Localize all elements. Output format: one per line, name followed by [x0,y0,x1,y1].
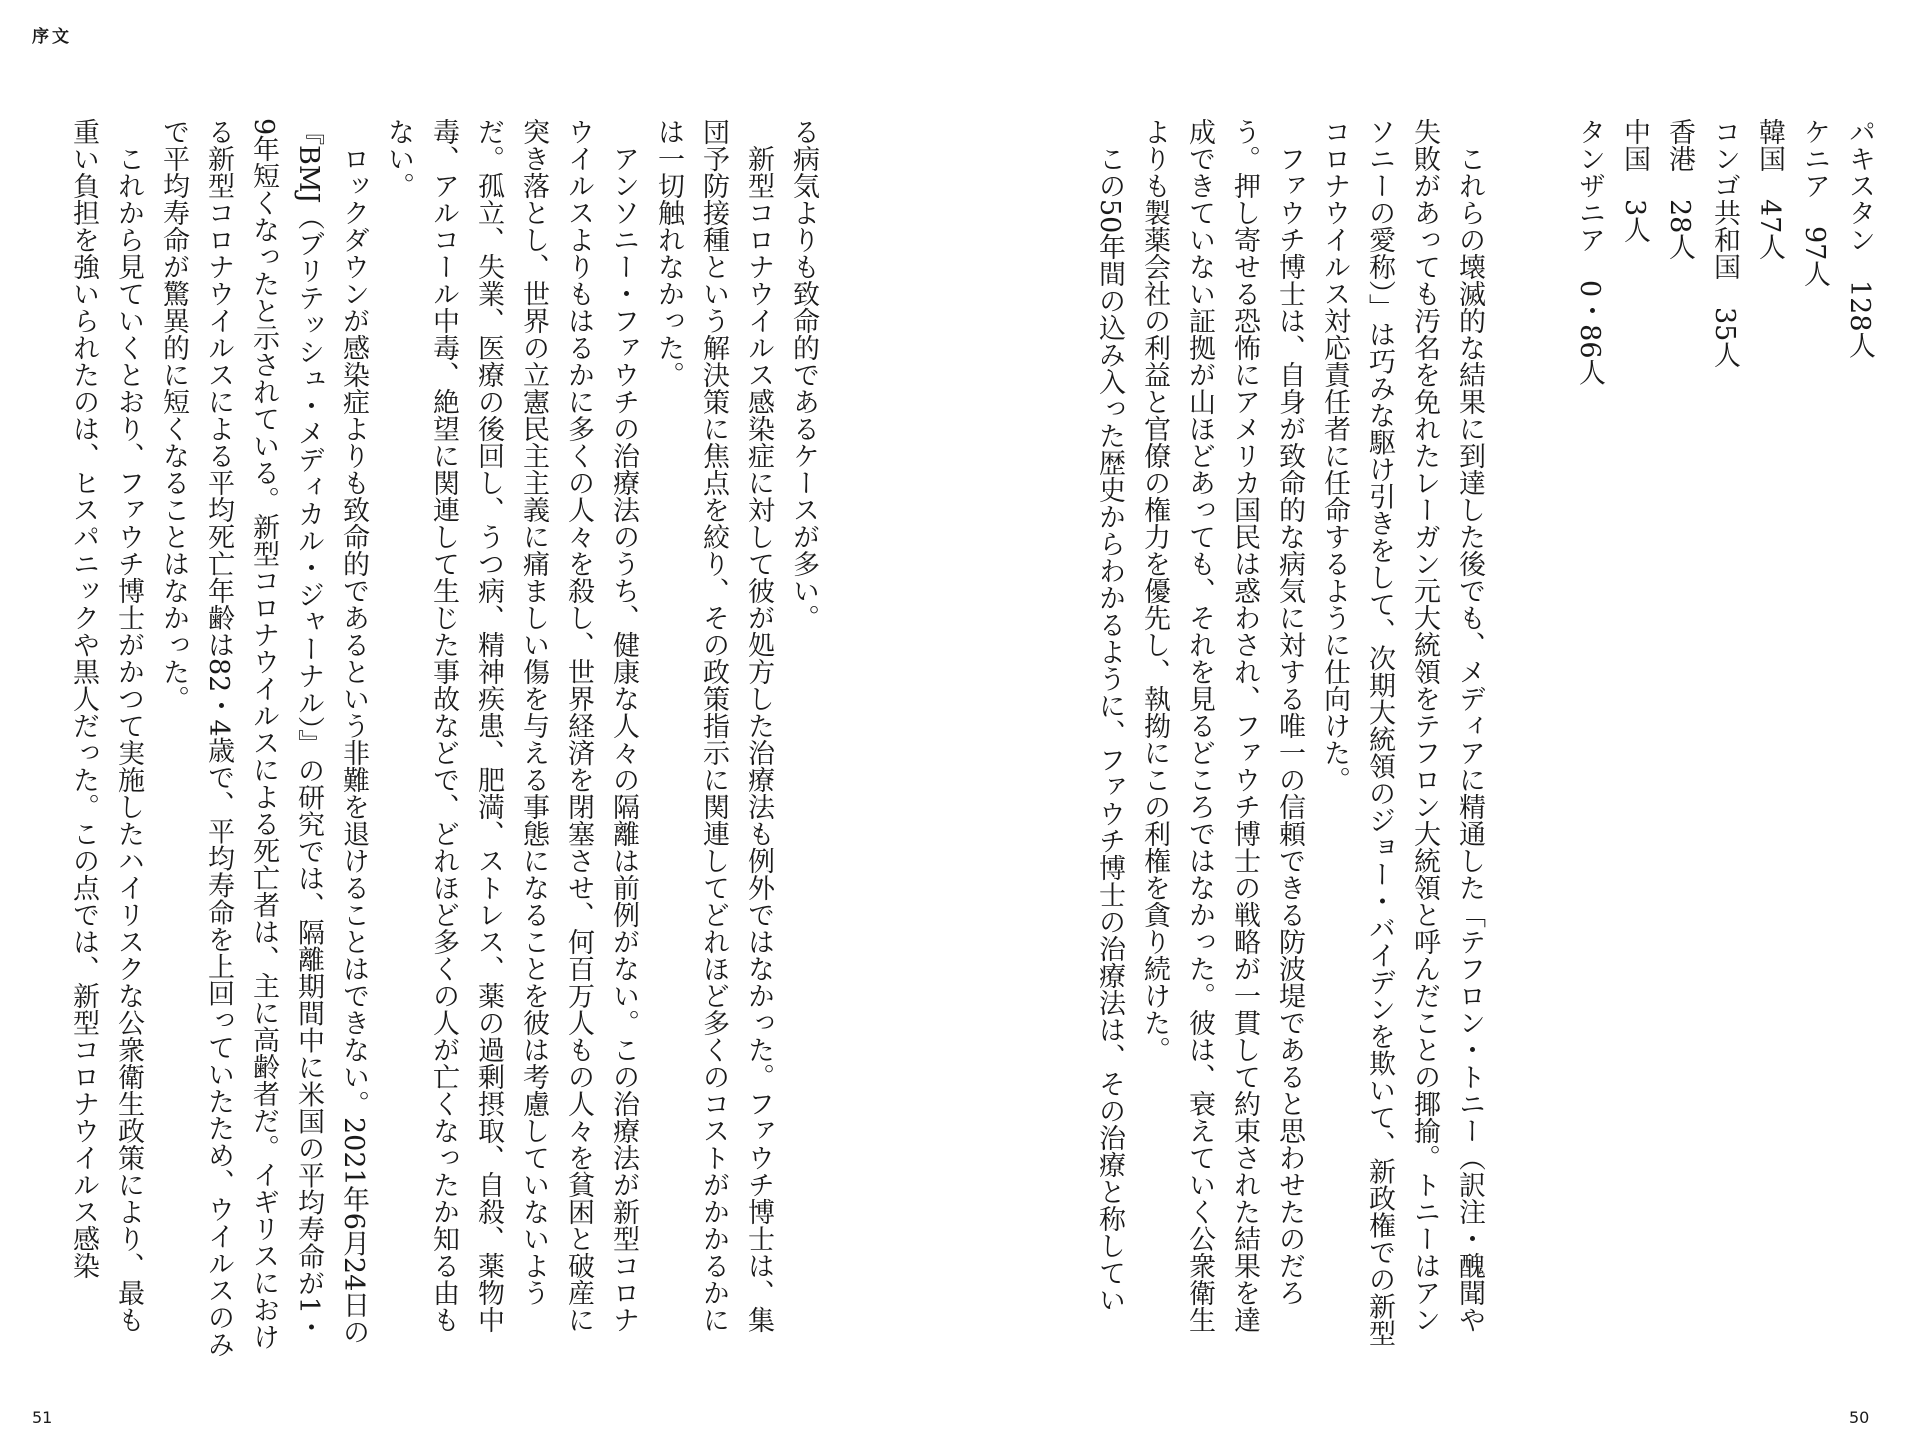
stat-country: 韓国 [1754,118,1785,172]
country-statistics-list [1567,118,1882,1358]
right-page-text [1070,118,1882,1358]
paragraph: これらの壊滅的な結果に到達した後でも、メディアに精通した「テフロン・トニー（訳注・醜聞や失敗があっても汚名を免れたレーガン元大統領をテフロン大統領と呼んだことの揶揄。トニーはアンソニーの愛称）」は巧みな駆け引きをして、次期大統領のジョー・バイデンを欺いて、新政権での新型コロナウイルス対応責任者に任命するように仕向けた。 [1319,118,1485,1347]
page-number-left: 51 [32,1408,53,1427]
stat-row-china [1612,118,1657,1358]
stat-row-hongkong [1657,118,1702,1358]
stat-count: 0・86人 [1574,280,1605,386]
stat-count: 3人 [1619,199,1650,244]
stat-country: 中国 [1619,118,1650,172]
stat-row-korea [1747,118,1792,1358]
stat-count: 97人 [1799,226,1830,288]
paragraph: これから見ていくとおり、ファウチ博士がかつて実施したハイリスクな公衆衛生政策により、最も重い負担を強いられたのは、ヒスパニックや黒人だった。この点では、新型コロナウイルス感染 [68,118,144,1333]
stat-country: パキスタン [1844,118,1875,253]
paragraph: この50年間の込み入った歴史からわかるように、ファウチ博士の治療法は、その治療と称してい [1094,118,1125,1314]
stat-country: タンザニア [1574,118,1605,253]
stat-row-congo [1702,118,1747,1358]
stat-country: ケニア [1799,118,1830,199]
page-number-right: 50 [1849,1408,1870,1427]
paragraph: アンソニー・ファウチの治療法のうち、健康な人々の隔離は前例がない。この治療法が新型コロナウイルスよりもはるかに多くの人々を殺し、世界経済を閉塞させ、何百万人もの人々を貧困と破産に突き落とし、世界の立憲民主主義に痛ましい傷を与える事態になることを彼は考慮していないようだ。孤立、失業、医療の後回し、うつ病、精神疾患、肥満、ストレス、薬の過剰摂取、自殺、薬物中毒、アルコール中毒、絶望に関連して生じた事故などで、どれほど多くの人が亡くなったか知る由もない。 [383,118,639,1333]
paragraph: る病気よりも致命的であるケースが多い。 [788,118,819,631]
paragraph: ファウチ博士は、自身が致命的な病気に対する唯一の信頼できる防波堤であると思わせたのだろう。押し寄せる恐怖にアメリカ国民は惑わされ、ファウチ博士の戦略が一貫して約束された結果を達成できていない証拠が山ほどあっても、それを見るどころではなかった。彼は、衰えていく公衆衛生よりも製薬会社の利益と官僚の権力を優先し、執拗にこの利権を貪り続けた。 [1139,118,1305,1333]
stat-count: 128人 [1844,280,1875,359]
block-spacer [1492,118,1537,1358]
stat-row-tanzania [1567,118,1612,1358]
stat-count: 35人 [1709,307,1740,369]
stat-country: 香港 [1664,118,1695,172]
paragraph: 新型コロナウイルス感染症に対して彼が処方した治療法も例外ではなかった。ファウチ博士は、集団予防接種という解決策に焦点を絞り、その政策指示に関連してどれほど多くのコストがかかるかには一切触れなかった。 [653,118,774,1333]
paragraph: ロックダウンが感染症よりも致命的であるという非難を退けることはできない。2021年6月24日の『BMJ（ブリテッシュ・メディカル・ジャーナル）』の研究では、隔離期間中に米国の平均寿命が1・9年短くなったと示されている。新型コロナウイルスによる死亡者は、主に高齢者だ。イギリスにおける新型コロナウイルスによる平均死亡年齢は82・4歳で、平均寿命を上回っていたため、ウイルスのみで平均寿命が驚異的に短くなることはなかった。 [158,118,369,1358]
left-page-text [26,118,826,1358]
stat-country: コンゴ共和国 [1709,118,1740,280]
stat-count: 47人 [1754,199,1785,261]
stat-row-pakistan [1837,118,1882,1358]
running-head: 序文 [32,27,72,47]
stat-row-kenya [1792,118,1837,1358]
stat-count: 28人 [1664,199,1695,261]
